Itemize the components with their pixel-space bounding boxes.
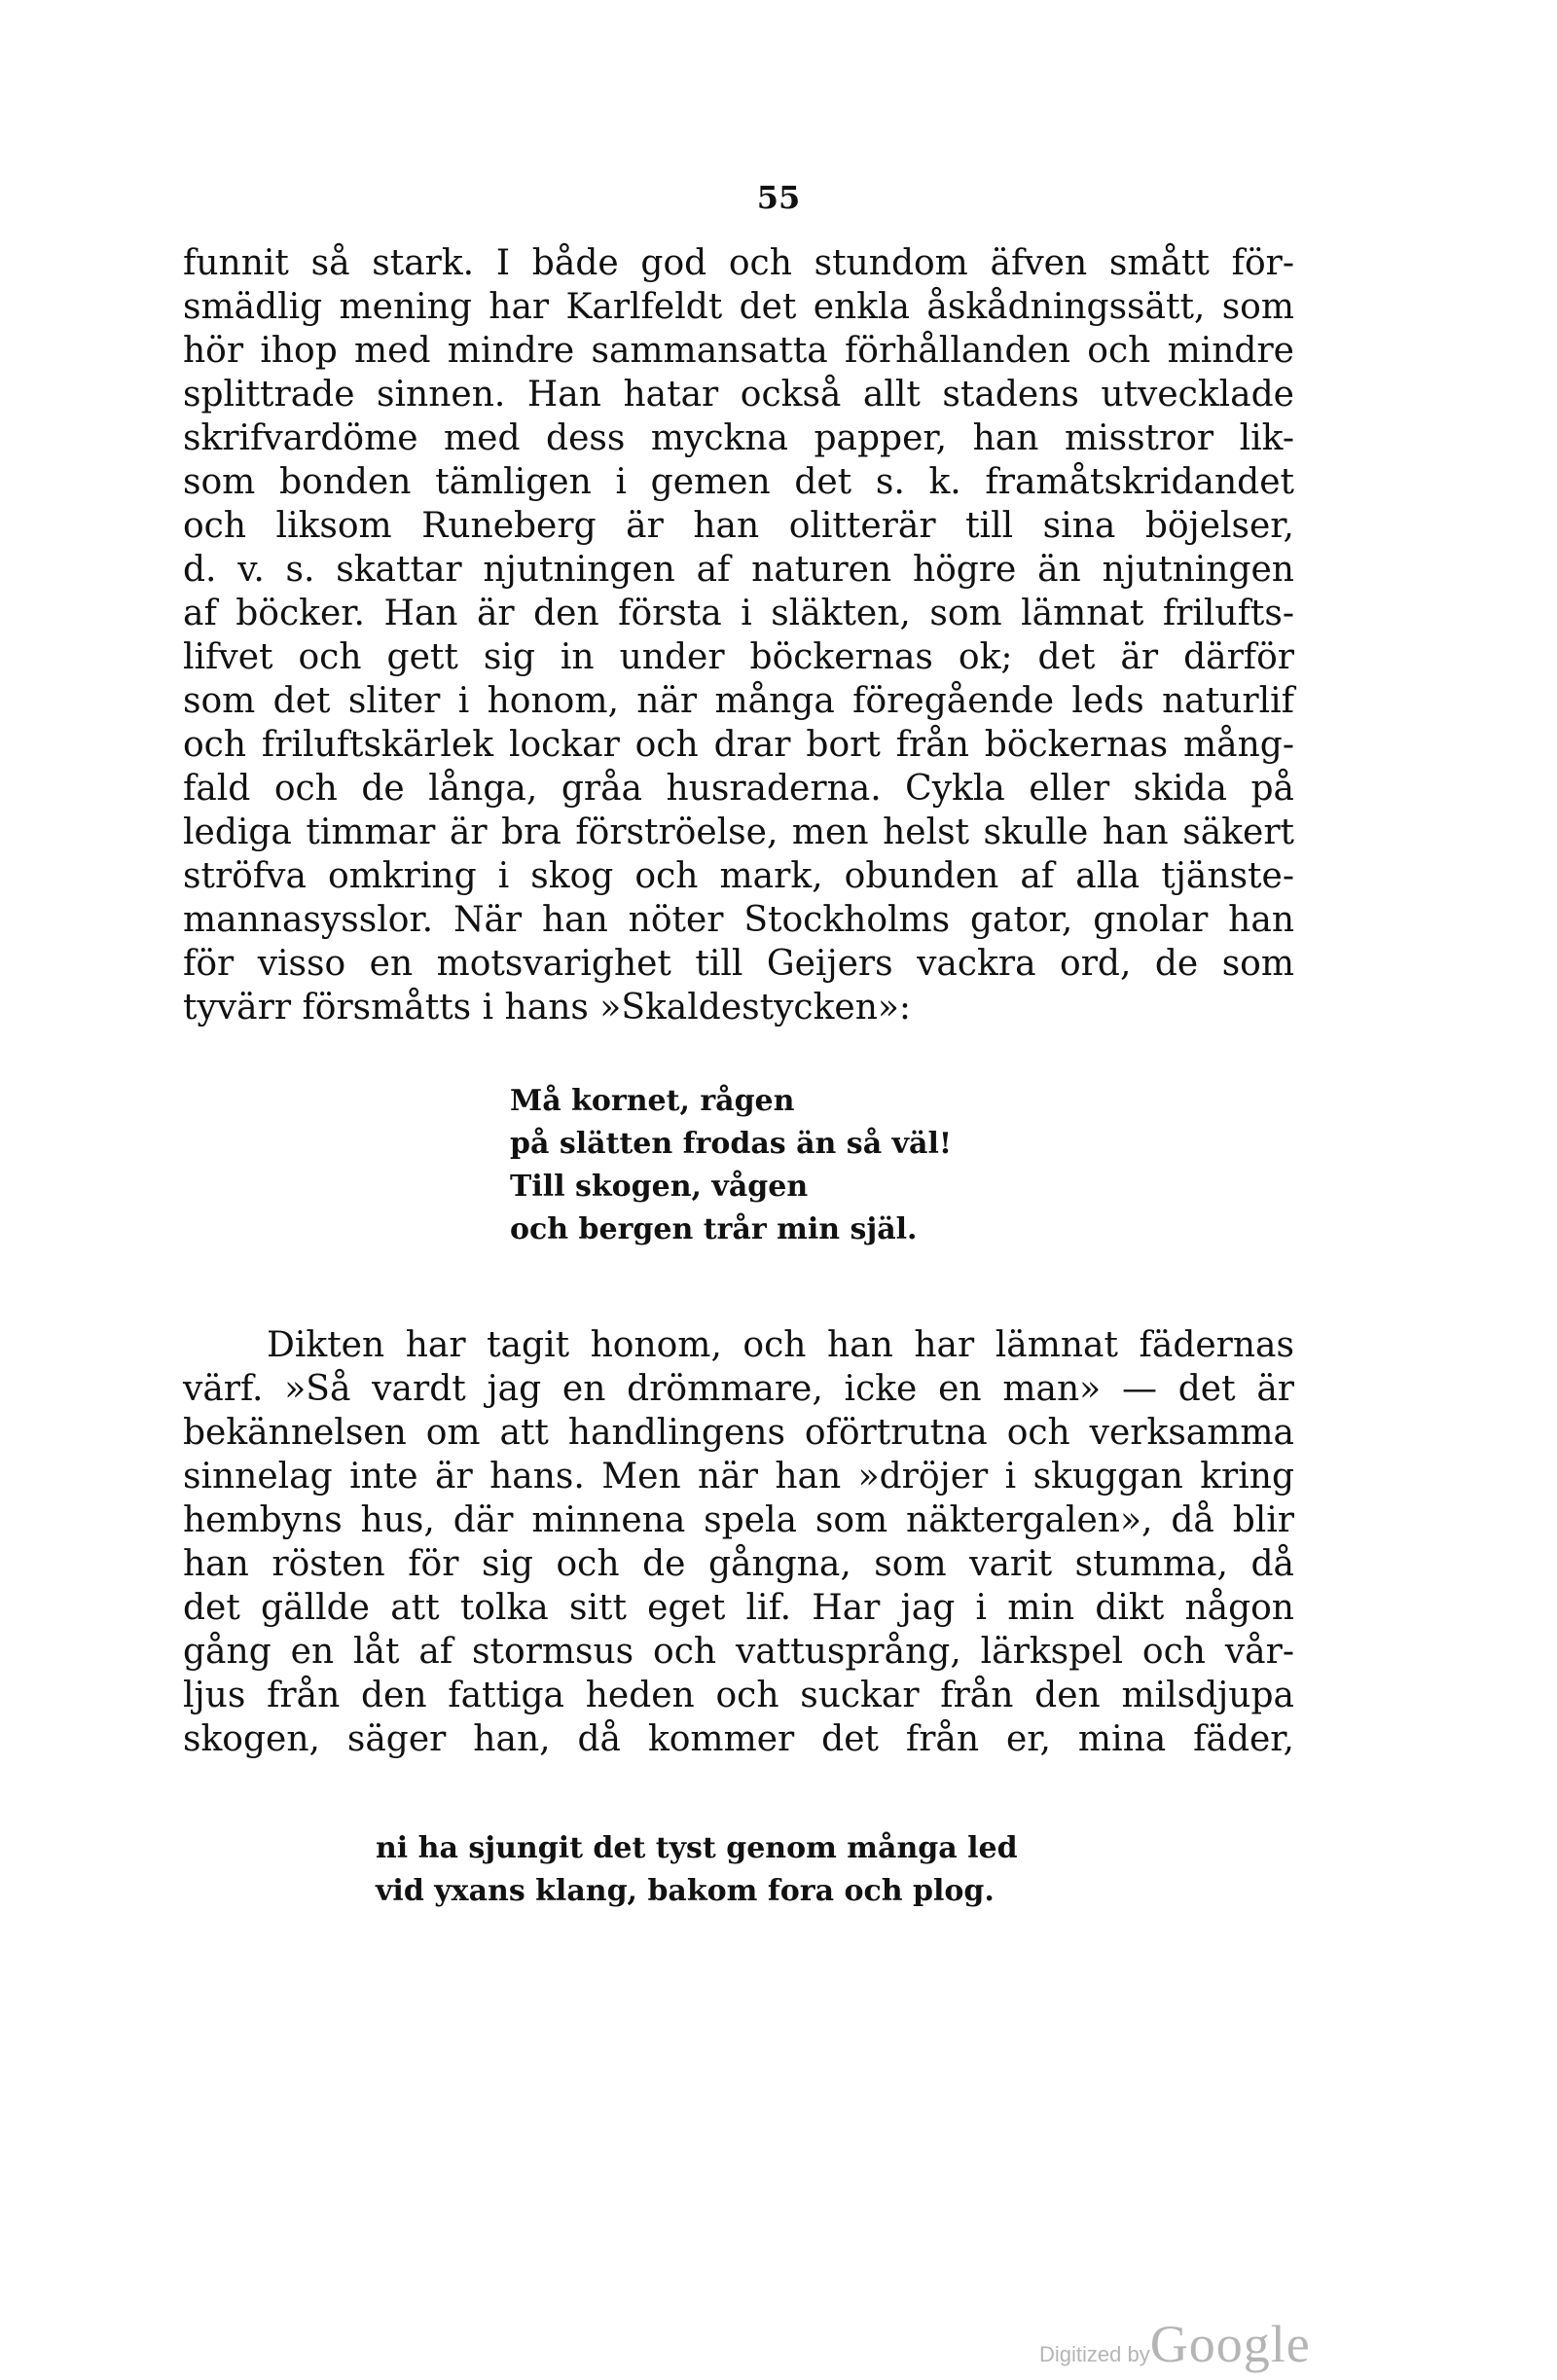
paragraph-line: ströfva omkring i skog och mark, obunden af alla tjänste- bbox=[183, 856, 1294, 896]
paragraph-line: gång en låt af stormsus och vattusprång, lärkspel och vår- bbox=[183, 1632, 1294, 1672]
paragraph-line: och liksom Runeberg är han olitterär till sina böjelser, bbox=[183, 506, 1294, 546]
paragraph-line: bekännelsen om att handlingens oförtrutna och verksamma bbox=[183, 1413, 1294, 1453]
verse-quote-1 bbox=[510, 1080, 952, 1251]
watermark-prefix: Digitized by bbox=[1039, 2342, 1150, 2366]
paragraph-line: hör ihop med mindre sammansatta förhållanden och mindre bbox=[183, 331, 1294, 371]
paragraph-line: och friluftskärlek lockar och drar bort från böckernas mång- bbox=[183, 725, 1294, 765]
paragraph-line: som det sliter i honom, när många föregående leds naturlif bbox=[183, 681, 1294, 721]
paragraph-line: ljus från den fattiga heden och suckar från den milsdjupa bbox=[183, 1676, 1294, 1715]
paragraph-line: skrifvardöme med dess myckna papper, han misstror lik- bbox=[183, 418, 1294, 458]
watermark-brand: Google bbox=[1149, 2315, 1311, 2373]
paragraph-line: han rösten för sig och de gångna, som varit stumma, då bbox=[183, 1544, 1294, 1584]
page-number: 55 bbox=[756, 179, 801, 216]
paragraph-line: fald och de långa, gråa husraderna. Cykla eller skida på bbox=[183, 769, 1294, 809]
verse-quote-2 bbox=[376, 1827, 1018, 1913]
paragraph-1 bbox=[183, 241, 1294, 1029]
paragraph-line: tyvärr försmåtts i hans »Skaldestycken»: bbox=[183, 988, 912, 1028]
verse-line: Må kornet, rågen bbox=[510, 1084, 795, 1118]
paragraph-line: värf. »Så vardt jag en drömmare, icke en man» — det är bbox=[183, 1369, 1294, 1409]
paragraph-line: smädlig mening har Karlfeldt det enkla åskådningssätt, som bbox=[183, 287, 1294, 327]
paragraph-line: af böcker. Han är den första i släkten, som lämnat frilufts- bbox=[183, 594, 1294, 633]
paragraph-line: för visso en motsvarighet till Geijers vackra ord, de som bbox=[183, 944, 1294, 984]
paragraph-line: splittrade sinnen. Han hatar också allt stadens utvecklade bbox=[183, 375, 1294, 415]
paragraph-line: sinnelag inte är hans. Men när han »dröjer i skuggan kring bbox=[183, 1457, 1294, 1497]
paragraph-line: Dikten har tagit honom, och han har lämnat fädernas bbox=[267, 1325, 1294, 1365]
paragraph-line: lifvet och gett sig in under böckernas ok; det är därför bbox=[183, 637, 1294, 677]
paragraph-line: hembyns hus, där minnena spela som näktergalen», då blir bbox=[183, 1500, 1294, 1540]
paragraph-2 bbox=[183, 1323, 1294, 1761]
paragraph-line: det gällde att tolka sitt eget lif. Har jag i min dikt någon bbox=[183, 1588, 1294, 1628]
verse-line: och bergen trår min själ. bbox=[510, 1212, 918, 1246]
paragraph-line: lediga timmar är bra förströelse, men helst skulle han säkert bbox=[183, 812, 1294, 852]
paragraph-line: d. v. s. skattar njutningen af naturen högre än njutningen bbox=[183, 550, 1294, 590]
paragraph-line: skogen, säger han, då kommer det från er, mina fäder, bbox=[183, 1719, 1294, 1759]
paragraph-line: mannasysslor. När han nöter Stockholms gator, gnolar han bbox=[183, 900, 1294, 940]
digitized-by-watermark bbox=[1039, 2314, 1311, 2374]
verse-line: vid yxans klang, bakom fora och plog. bbox=[376, 1874, 995, 1908]
paragraph-line: som bonden tämligen i gemen det s. k. framåtskridandet bbox=[183, 462, 1294, 502]
paragraph-line: funnit så stark. I både god och stundom äfven smått för- bbox=[183, 243, 1294, 283]
verse-line: Till skogen, vågen bbox=[510, 1170, 809, 1204]
verse-line: på slätten frodas än så väl! bbox=[510, 1127, 953, 1161]
verse-line: ni ha sjungit det tyst genom många led bbox=[376, 1831, 1018, 1865]
